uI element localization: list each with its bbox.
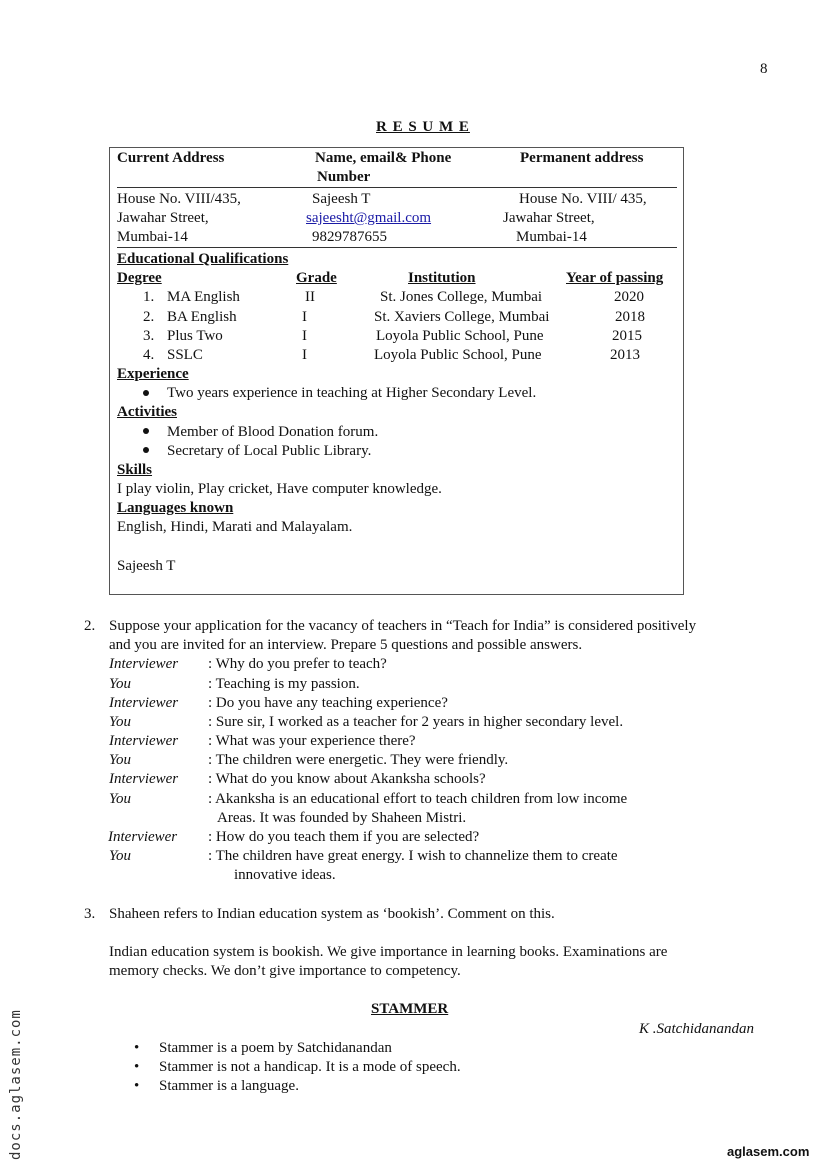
page-number: 8	[760, 61, 768, 77]
row-num: 3.	[143, 328, 155, 344]
bullet-icon: •	[134, 1059, 140, 1075]
speaker: You	[109, 714, 131, 730]
current-address-line2: Jawahar Street,	[117, 210, 209, 226]
address-divider	[117, 247, 677, 248]
applicant-phone: 9829787655	[312, 229, 387, 245]
q3-number: 3.	[84, 906, 96, 922]
activities-heading: Activities	[117, 404, 177, 420]
watermark: docs.aglasem.com	[8, 1009, 24, 1160]
header-divider	[117, 187, 677, 188]
utterance: : Sure sir, I worked as a teacher for 2 years in higher secondary level.	[208, 714, 624, 730]
stammer-item: Stammer is a language.	[159, 1078, 299, 1094]
utterance-continued: innovative ideas.	[234, 867, 336, 883]
stammer-author: K .Satchidanandan	[639, 1021, 754, 1037]
languages-heading: Languages known	[117, 500, 234, 516]
stammer-heading: STAMMER	[371, 1001, 449, 1017]
permanent-address-line1: House No. VIII/ 435,	[519, 191, 647, 207]
header-permanent-address: Permanent address	[520, 150, 644, 166]
signature-name: Sajeesh T	[117, 558, 176, 574]
q3-answer-line1: Indian education system is bookish. We give importance in learning books. Examinations are	[109, 944, 668, 960]
speaker: Interviewer	[109, 656, 179, 672]
activity-item: Secretary of Local Public Library.	[167, 443, 372, 459]
utterance: : Teaching is my passion.	[208, 676, 360, 692]
utterance-continued: Areas. It was founded by Shaheen Mistri.	[217, 810, 467, 826]
skills-heading: Skills	[117, 462, 153, 478]
utterance: : What was your experience there?	[208, 733, 416, 749]
speaker: You	[109, 752, 131, 768]
activity-item: Member of Blood Donation forum.	[167, 424, 379, 440]
stammer-item: Stammer is not a handicap. It is a mode of speech.	[159, 1059, 461, 1075]
speaker: Interviewer	[109, 733, 179, 749]
row-institution: Loyola Public School, Pune	[374, 347, 542, 363]
row-grade: II	[305, 289, 315, 305]
utterance: : Akanksha is an educational effort to teach children from low income	[208, 791, 628, 807]
utterance: : How do you teach them if you are selected?	[208, 829, 480, 845]
permanent-address-line2: Jawahar Street,	[503, 210, 595, 226]
col-institution: Institution	[408, 270, 476, 286]
row-grade: I	[302, 347, 307, 363]
q3-answer-line2: memory checks. We don’t give importance to competency.	[109, 963, 461, 979]
footer-brand[interactable]: aglasem.com	[727, 1144, 810, 1159]
q3-prompt: Shaheen refers to Indian education system as ‘bookish’. Comment on this.	[109, 906, 555, 922]
education-heading: Educational Qualifications	[117, 251, 289, 267]
row-institution: St. Xaviers College, Mumbai	[374, 309, 550, 325]
skills-text: I play violin, Play cricket, Have computer knowledge.	[117, 481, 442, 497]
speaker: Interviewer	[109, 695, 179, 711]
utterance: : The children were energetic. They were friendly.	[208, 752, 509, 768]
row-grade: I	[302, 309, 307, 325]
stammer-item: Stammer is a poem by Satchidanandan	[159, 1040, 392, 1056]
row-institution: St. Jones College, Mumbai	[380, 289, 543, 305]
row-num: 1.	[143, 289, 155, 305]
row-degree: MA English	[167, 289, 240, 305]
q2-number: 2.	[84, 618, 96, 634]
q2-prompt-line1: Suppose your application for the vacancy of teachers in “Teach for India” is considered positively	[109, 618, 697, 634]
speaker: Interviewer	[108, 829, 178, 845]
row-year: 2018	[615, 309, 645, 325]
col-year: Year of passing	[566, 270, 664, 286]
bullet-icon: •	[134, 1078, 140, 1094]
row-year: 2020	[614, 289, 644, 305]
speaker: You	[109, 676, 131, 692]
header-name-email-phone-line2: Number	[317, 169, 371, 185]
row-year: 2013	[610, 347, 640, 363]
bullet-icon	[143, 428, 149, 434]
row-num: 4.	[143, 347, 155, 363]
row-year: 2015	[612, 328, 642, 344]
utterance: : Why do you prefer to teach?	[208, 656, 387, 672]
utterance: : The children have great energy. I wish to channelize them to create	[208, 848, 618, 864]
row-degree: Plus Two	[167, 328, 223, 344]
current-address-line3: Mumbai-14	[117, 229, 188, 245]
applicant-email[interactable]: sajeesht@gmail.com	[306, 210, 432, 226]
applicant-name: Sajeesh T	[312, 191, 371, 207]
permanent-address-line3: Mumbai-14	[516, 229, 587, 245]
row-degree: SSLC	[167, 347, 203, 363]
speaker: Interviewer	[109, 771, 179, 787]
col-degree: Degree	[117, 270, 162, 286]
bullet-icon: •	[134, 1040, 140, 1056]
resume-title: R E S U M E	[376, 119, 470, 135]
experience-item: Two years experience in teaching at Higher Secondary Level.	[167, 385, 537, 401]
languages-text: English, Hindi, Marati and Malayalam.	[117, 519, 353, 535]
row-degree: BA English	[167, 309, 237, 325]
q2-prompt-line2: and you are invited for an interview. Prepare 5 questions and possible answers.	[109, 637, 583, 653]
speaker: You	[109, 791, 131, 807]
current-address-line1: House No. VIII/435,	[117, 191, 241, 207]
row-grade: I	[302, 328, 307, 344]
bullet-icon	[143, 390, 149, 396]
header-current-address: Current Address	[117, 150, 225, 166]
utterance: : Do you have any teaching experience?	[208, 695, 448, 711]
experience-heading: Experience	[117, 366, 189, 382]
row-num: 2.	[143, 309, 155, 325]
row-institution: Loyola Public School, Pune	[376, 328, 544, 344]
col-grade: Grade	[296, 270, 337, 286]
speaker: You	[109, 848, 131, 864]
header-name-email-phone: Name, email& Phone	[315, 150, 452, 166]
utterance: : What do you know about Akanksha schools?	[208, 771, 486, 787]
bullet-icon	[143, 447, 149, 453]
